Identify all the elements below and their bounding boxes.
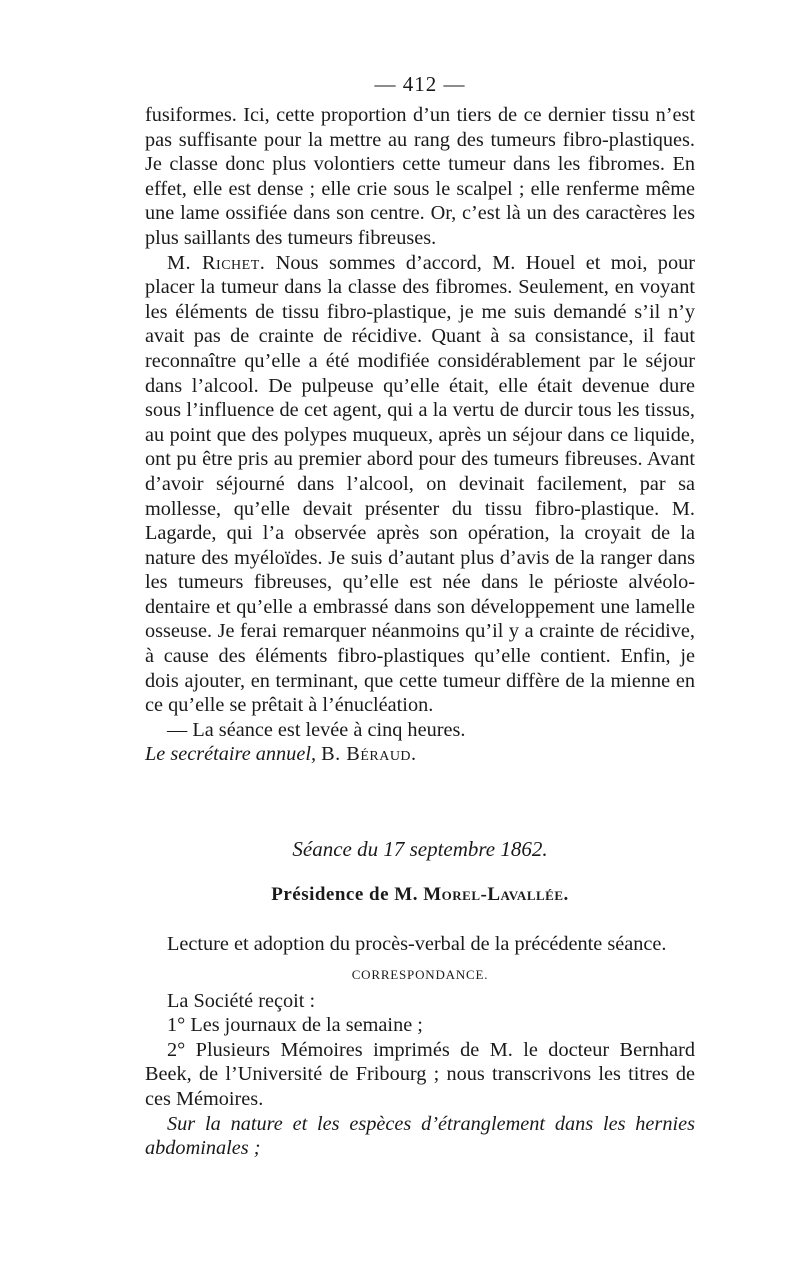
correspondance-item-1: 1° Les journaux de la semaine ; <box>167 1014 423 1037</box>
paragraph-continuation: fusiformes. Ici, cette proportion d’un tiers de ce dernier tissu n’est pas suffisante pour la mettre au rang des tumeurs fibro-plastiques. Je classe donc plus volontiers cette tumeur dans les fibromes. En effet, elle est dense ; elle crie sous le scalpel ; elle renferme même une lame ossifiée dans son centre. Or, c’est là un des caractères les plus saillants des tumeurs fibreuses. <box>145 104 695 249</box>
session-title: Séance du 17 septembre 1862. <box>292 837 548 862</box>
document-page <box>145 72 695 1161</box>
speaker-text: Nous sommes d’accord, M. Houel et moi, pour placer la tumeur dans la classe des fibromes. Seulement, en voyant les éléments de tissu fibro-plastique, je me suis demandé s’il n’y avait pas de crainte de récidive. Quant à sa consistance, il faut reconnaître qu’elle a été modifiée considérablement par le séjour dans l’alcool. De pulpeuse qu’elle était, elle était devenue dure sous l’influence de cet agent, qui a la vertu de durcir tous les tissus, au point que des polypes muqueux, après un séjour dans ce liquide, ont pu être pris au premier abord pour des tumeurs fibreuses. Avant d’avoir séjourné dans l’alcool, on devinait facilement, par sa mollesse, qu’elle devait présenter du tissu fibro-plastique. M. Lagarde, qui l’a observée après son opération, la croyait de la nature des myéloïdes. Je suis d’autant plus d’avis de la ranger dans les tumeurs fibreuses, qu’elle est née dans le périoste alvéolo-dentaire et qu’elle a embrassé dans son développement une lamelle osseuse. Je ferai remarquer néanmoins qu’il y a crainte de récidive, à cause des éléments fibro-plastiques qu’elle contient. Enfin, je dois ajouter, en terminant, que cette tumeur diffère de la mienne en ce qu’elle se prêtait à l’énucléation. <box>145 251 695 717</box>
speaker-name: M. Richet. <box>167 251 266 274</box>
page-number: — 412 — <box>374 72 466 96</box>
signature <box>145 742 685 767</box>
paragraph-richet <box>145 251 695 718</box>
presidency-name: M. Morel-Lavallée. <box>394 884 569 906</box>
correspondance-item-2: 2° Plusieurs Mémoires imprimés de M. le docteur Bernhard Beek, de l’Université de Fribourg ; nous transcrivons les titres de ces Mémoires. <box>145 1038 695 1110</box>
presidency-line <box>145 884 695 906</box>
signature-name: B. Béraud. <box>321 743 417 766</box>
lecture-line: Lecture et adoption du procès-verbal de la précédente séance. <box>167 933 667 956</box>
correspondance-item-3: Sur la nature et les espèces d’étranglement dans les hernies abdominales ; <box>145 1112 695 1160</box>
correspondance-intro: La Société reçoit : <box>167 989 316 1012</box>
session-closed-text: — La séance est levée à cinq heures. <box>167 718 466 741</box>
signature-role: Le secrétaire annuel, <box>145 743 317 766</box>
presidency-prefix: Présidence de <box>271 884 390 906</box>
correspondance-heading: CORRESPONDANCE. <box>351 966 489 982</box>
